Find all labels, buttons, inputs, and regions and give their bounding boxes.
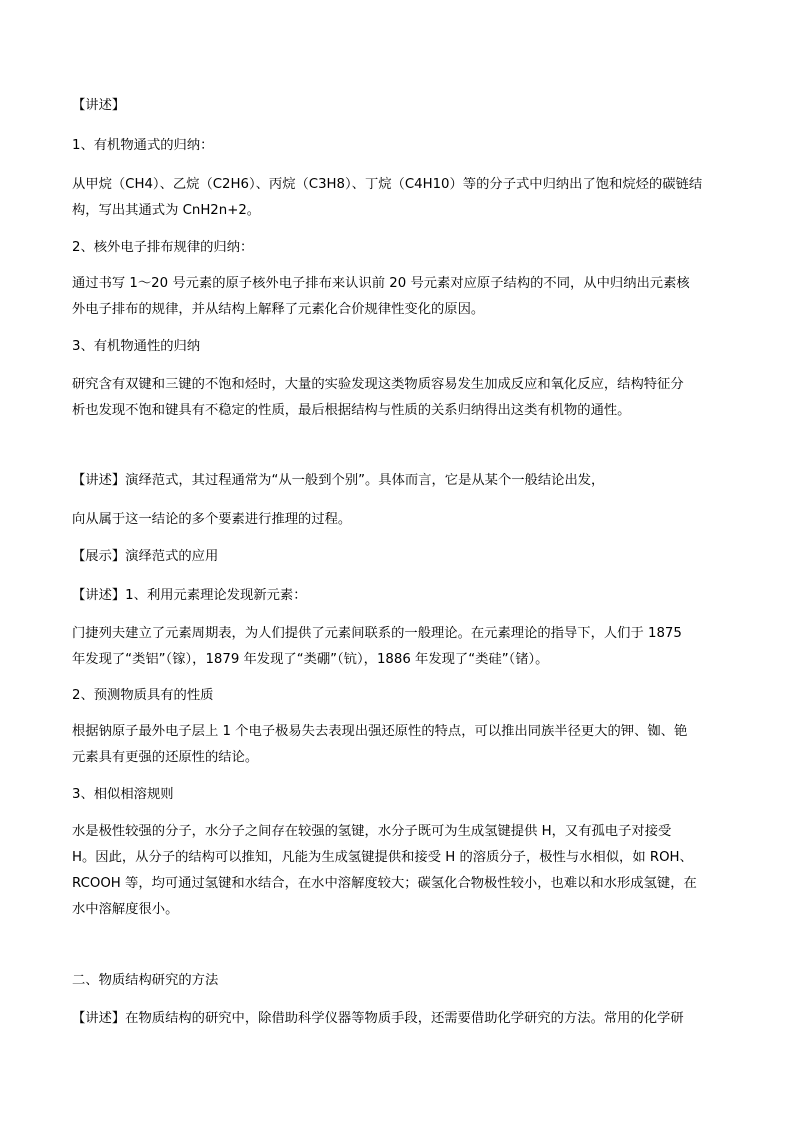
paragraph-alkane-formula: 从甲烷（CH4）、乙烷（C2H6）、丙烷（C3H8）、丁烷（C4H10）等的分子式中归纳出了饱和烷烃的碳链结 构，写出其通式为 CnH2n+2。 — [72, 177, 703, 218]
paragraph-zhanshi: 【展示】演绎范式的应用 — [72, 549, 219, 564]
paragraph-unsaturated-hydrocarbons: 研究含有双键和三键的不饱和烃时，大量的实验发现这类物质容易发生加成反应和氧化反应，结构特征分 析也发现不饱和键具有不稳定的性质，最后根据结构与性质的关系归纳得出这类有机物的通性。 — [72, 377, 684, 418]
paragraph-item-2-title: 2、核外电子排布规律的归纳： — [72, 240, 254, 255]
paragraph-electron-arrangement: 通过书写 1～20 号元素的原子核外电子排布来认识前 20 号元素对应原子结构的不同，从中归纳出元素核 外电子排布的规律，并从结构上解释了元素化合价规律性变化的原因。 — [72, 276, 690, 317]
paragraph-structure-methods: 【讲述】在物质结构的研究中，除借助科学仪器等物质手段，还需要借助化学研究的方法。常用的化学研 — [72, 1011, 684, 1026]
paragraph-sodium: 根据钠原子最外电子层上 1 个电子极易失去表现出强还原性的特点，可以推出同族半径更大的钾、铷、铯 元素具有更强的还原性的结论。 — [72, 724, 688, 765]
paragraph-section-two-title: 二、物质结构研究的方法 — [72, 973, 219, 988]
paragraph-similarity-title: 3、相似相溶规则 — [72, 787, 174, 802]
paragraph-mendeleev: 门捷列夫建立了元素周期表，为人们提供了元素间联系的一般理论。在元素理论的指导下，人们于 1875 年发现了“类铝”（镓），1879 年发现了“类硼”（钪），1886 年发现了“类硅”（锗）。 — [72, 626, 682, 667]
paragraph-new-elements-title: 【讲述】1、利用元素理论发现新元素： — [72, 588, 307, 603]
paragraph-deduction-intro-cont: 向从属于这一结论的多个要素进行推理的过程。 — [72, 512, 352, 527]
paragraph-water-polarity: 水是极性较强的分子，水分子之间存在较强的氢键，水分子既可为生成氢键提供 H，又有孤电子对接受 H。因此，从分子的结构可以推知，凡能为生成氢键提供和接受 H 的溶质分子，极性与水相似，如 ROH、 RCOOH 等，均可通过氢键和水结合，在水中溶解度较大；碳氢化合物极性较小，也难以和水形成氢键，在 水中溶解度很小。 — [72, 824, 697, 917]
paragraph-deduction-intro: 【讲述】演绎范式，其过程通常为“从一般到个别”。具体而言，它是从某个一般结论出发， — [72, 473, 605, 488]
paragraph-predict-title: 2、预测物质具有的性质 — [72, 688, 214, 703]
paragraph-item-1-title: 1、有机物通式的归纳： — [72, 138, 214, 153]
paragraph-heading-jiangshu: 【讲述】 — [72, 98, 126, 113]
paragraph-item-3-title: 3、有机物通性的归纳 — [72, 339, 201, 354]
